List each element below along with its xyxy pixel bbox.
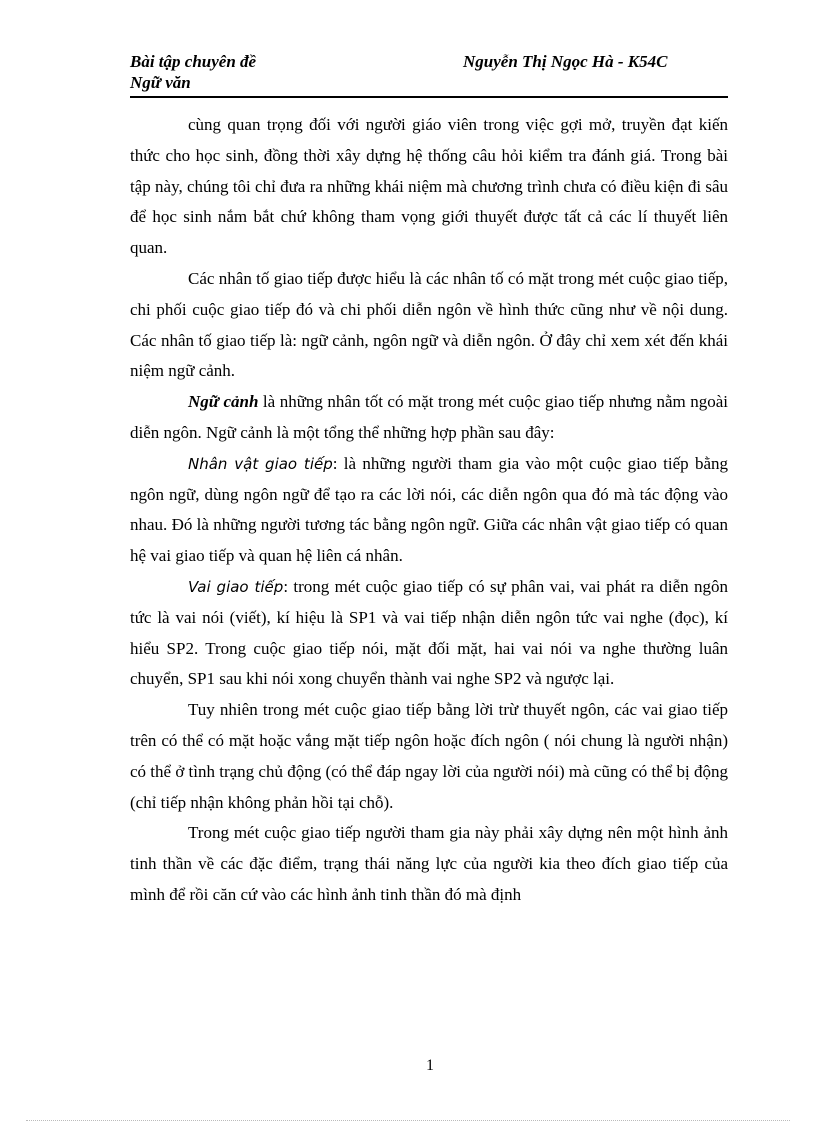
- paragraph-6: [130, 695, 728, 818]
- paragraph-text: cùng quan trọng đối với người giáo viên trong việc gợi mở, truyền đạt kiến thức cho học sinh, đồng thời xây dựng hệ thống câu hỏi kiểm tra đánh giá. Trong bài tập này, chúng tôi chỉ đưa ra những khái niệm mà chương trình chưa có điều kiện đi sâu để học sinh nắm bắt chứ không tham vọng giới thuyết được tất cả các lí thuyết liên quan.: [130, 115, 728, 258]
- page-number: 1: [426, 1057, 434, 1074]
- paragraph-2: [130, 264, 728, 387]
- header-subject: Ngữ văn: [130, 73, 191, 92]
- paragraph-text: : là những người tham gia vào một cuộc giao tiếp bằng ngôn ngữ, dùng ngôn ngữ để tạo ra các lời nói, các diễn ngôn qua đó mà tác động vào nhau. Đó là những người tương tác bằng ngôn ngữ. Giữa các nhân vật giao tiếp có quan hệ vai giao tiếp và quan hệ liên cá nhân.: [130, 453, 729, 566]
- paragraph-4: [130, 449, 728, 572]
- term-nhan-vat-giao-tiep: Nhân vật giao tiếp: [188, 454, 333, 473]
- paragraph-text: Các nhân tố giao tiếp được hiểu là các nhân tố có mặt trong mét cuộc giao tiếp, chi phối cuộc giao tiếp đó và chi phối diễn ngôn về hình thức cũng như về nội dung. Các nhân tố giao tiếp là: ngữ cảnh, ngôn ngữ và diễn ngôn. Ở đây chỉ xem xét đến khái niệm ngữ cảnh.: [130, 268, 728, 381]
- term-ngu-canh: Ngữ cảnh: [188, 392, 259, 412]
- paragraph-text: là những nhân tốt có mặt trong mét cuộc giao tiếp nhưng nằm ngoài diễn ngôn. Ngữ cảnh là một tổng thể những hợp phần sau đây:: [130, 392, 728, 442]
- paragraph-7: [130, 818, 728, 910]
- paragraph-text: : trong mét cuộc giao tiếp có sự phân vai, vai phát ra diễn ngôn tức là vai nói (viết), kí hiệu là SP1 và vai tiếp nhận diễn ngôn tức vai nghe (đọc), kí hiểu SP2. Trong cuộc giao tiếp nói, mặt đối mặt, hai vai nói va nghe thường luân chuyển, SP1 sau khi nói xong chuyển thành vai nghe SP2 và ngược lại.: [130, 576, 728, 689]
- header-author: Nguyễn Thị Ngọc Hà - K54C: [463, 52, 668, 71]
- header-course-title: Bài tập chuyên đề: [130, 52, 257, 71]
- paragraph-1: [130, 110, 728, 264]
- term-vai-giao-tiep: Vai giao tiếp: [188, 577, 284, 596]
- paragraph-text: Trong mét cuộc giao tiếp người tham gia này phải xây dựng nên một hình ảnh tinh thần về các đặc điểm, trạng thái năng lực của người kia theo đích giao tiếp của mình để rồi căn cứ vào các hình ảnh tinh thần đó mà định: [130, 823, 728, 904]
- page-bottom-divider: [26, 1120, 790, 1121]
- document-body: [130, 110, 728, 911]
- paragraph-3: [130, 387, 728, 449]
- paragraph-5: [130, 572, 728, 695]
- paragraph-text: Tuy nhiên trong mét cuộc giao tiếp bằng lời trừ thuyết ngôn, các vai giao tiếp trên có thể có mặt hoặc vắng mặt tiếp ngôn hoặc đích ngôn ( nói chung là người nhận) có thể ở tình trạng chủ động (có thể đáp ngay lời của người nói) mà cũng có thể bị động (chỉ tiếp nhận không phản hồi tại chỗ).: [130, 700, 728, 812]
- page-header: [130, 50, 728, 98]
